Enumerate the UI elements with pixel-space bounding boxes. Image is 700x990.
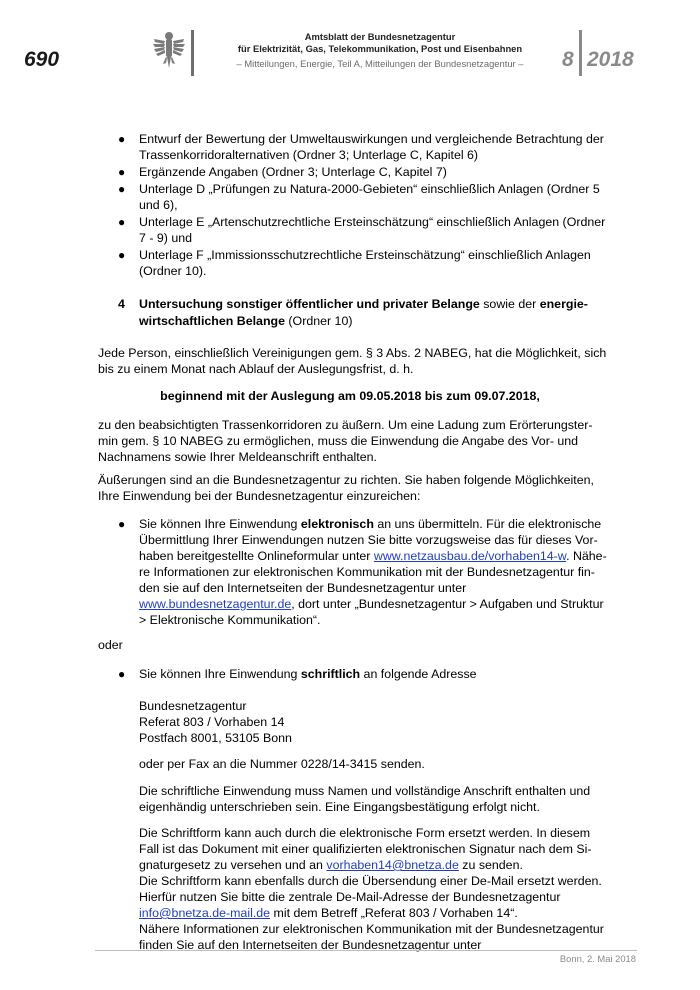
list-item: Unterlage D „Prüfungen zu Natura-2000-Gebieten“ einschließlich Anlagen (Ordner 5 [139,182,600,196]
address-line: Bundesnetzagentur [139,699,247,713]
written-option: Sie können Ihre Einwendung schriftlich an folgende Adresse [139,667,477,681]
demail-link[interactable]: info@bnetza.de-mail.de [139,906,271,920]
gazette-section: – Mitteilungen, Energie, Teil A, Mitteilungen der Bundesnetzagentur – [236,58,524,69]
paragraph-line: finden Sie auf den Internetseiten der Bundesnetzagentur unter [139,938,482,952]
electronic-option: Sie können Ihre Einwendung elektronisch an uns übermitteln. Für die elektronische [139,517,602,531]
fax-line: oder per Fax an die Nummer 0228/14-3415 senden. [139,757,425,771]
federal-eagle-logo [152,30,186,72]
bullet-icon: ● [118,182,126,196]
list-item-cont: und 6), [139,198,178,212]
address-line: Referat 803 / Vorhaben 14 [139,715,285,729]
list-item-cont: 7 - 9) und [139,231,193,245]
paragraph-line: info@bnetza.de-mail.de mit dem Betreff „Referat 803 / Vorhaben 14“. [139,906,518,920]
or-separator: oder [98,638,123,652]
issue-divider [579,30,582,76]
bullet-icon: ● [118,517,126,531]
footer-divider [95,950,637,951]
email-link[interactable]: vorhaben14@bnetza.de [326,858,459,872]
bullet-icon: ● [118,215,126,229]
issue-year: 2018 [587,48,634,71]
list-item-cont: Trassenkorridoralternativen (Ordner 3; Unterlage C, Kapitel 6) [139,148,479,162]
list-item: Unterlage E „Artenschutzrechtliche Ersteinschätzung“ einschließlich Anlagen (Ordner [139,215,606,229]
bullet-icon: ● [118,248,126,262]
paragraph-line: www.bundesnetzagentur.de, dort unter „Bundesnetzagentur > Aufgaben und Struktur [139,597,604,611]
section-heading-cont: wirtschaftlichen Belange (Ordner 10) [139,314,353,328]
list-item: Entwurf der Bewertung der Umweltauswirkungen und vergleichende Betrachtung der [139,132,604,146]
paragraph-line: bis zu einem Monat nach Ablauf der Auslegungsfrist, d. h. [98,362,414,376]
online-form-link[interactable]: www.netzausbau.de/vorhaben14-w [373,549,567,563]
bundesnetzagentur-link[interactable]: www.bundesnetzagentur.de [139,597,292,611]
paragraph-line: Nachnamens sowie Ihrer Meldeanschrift enthalten. [98,450,377,464]
paragraph-line: Übermittlung Ihrer Einwendungen nutzen Sie bitte vorzugsweise das für dieses Vor- [139,533,598,547]
paragraph-line: zu den beabsichtigten Trassenkorridoren zu äußern. Um eine Ladung zum Erörterungster- [98,418,593,432]
section-heading: Untersuchung sonstiger öffentlicher und privater Belange sowie der energie- [139,297,588,311]
paragraph-line: den sie auf den Internetseiten der Bundesnetzagentur unter [139,581,467,595]
issue-number: 8 [562,48,574,71]
paragraph-line: Die schriftliche Einwendung muss Namen und vollständige Anschrift enthalten und [139,784,591,798]
section-number: 4 [118,297,125,311]
paragraph-line: Äußerungen sind an die Bundesnetzagentur zu richten. Sie haben folgende Möglichkeiten, [98,473,594,487]
bullet-icon: ● [118,165,126,179]
paragraph-line: re Informationen zur elektronischen Kommunikation mit der Bundesnetzagentur fin- [139,565,595,579]
paragraph-line: Ihre Einwendung bei der Bundesnetzagentur einzureichen: [98,489,421,503]
footer-date: Bonn, 2. Mai 2018 [559,953,636,964]
deadline-notice: beginnend mit der Auslegung am 09.05.2018 bis zum 09.07.2018, [160,389,540,403]
paragraph-line: Nähere Informationen zur elektronischen Kommunikation mit der Bundesnetzagentur [139,922,604,936]
list-item: Unterlage F „Immissionsschutzrechtliche Ersteinschätzung“ einschließlich Anlagen [139,248,591,262]
paragraph-line: Jede Person, einschließlich Vereinigungen gem. § 3 Abs. 2 NABEG, hat die Möglichkeit, sich [98,346,607,360]
paragraph-line: > Elektronische Kommunikation“. [139,613,321,627]
gazette-subtitle: für Elektrizität, Gas, Telekommunikation, Post und Eisenbahnen [237,43,523,54]
paragraph-line: Hierfür nutzen Sie bitte die zentrale De-Mail-Adresse der Bundesnetzagentur [139,890,561,904]
paragraph-line: min gem. § 10 NABEG zu ermöglichen, muss die Einwendung die Angabe des Vor- und [98,434,579,448]
list-item-cont: (Ordner 10). [139,264,207,278]
paragraph-line: Die Schriftform kann ebenfalls durch die Übersendung einer De-Mail ersetzt werden. [139,874,602,888]
address-line: Postfach 8001, 53105 Bonn [139,731,292,745]
list-item: Ergänzende Angaben (Ordner 3; Unterlage C, Kapitel 7) [139,165,447,179]
paragraph-line: Die Schriftform kann auch durch die elektronische Form ersetzt werden. In diesem [139,826,591,840]
paragraph-line: gnaturgesetz zu versehen und an vorhaben14@bnetza.de zu senden. [139,858,523,872]
paragraph-line: eigenhändig unterschrieben sein. Eine Eingangsbestätigung erfolgt nicht. [139,800,540,814]
paragraph-line: haben bereitgestellte Onlineformular unter www.netzausbau.de/vorhaben14-w. Nähe- [139,549,607,563]
gazette-title: Amtsblatt der Bundesnetzagentur [304,31,456,42]
bullet-icon: ● [118,667,126,681]
page-number: 690 [24,48,60,71]
bullet-icon: ● [118,132,126,146]
paragraph-line: Fall ist das Dokument mit einer qualifizierten elektronischen Signatur nach dem Si- [139,842,592,856]
